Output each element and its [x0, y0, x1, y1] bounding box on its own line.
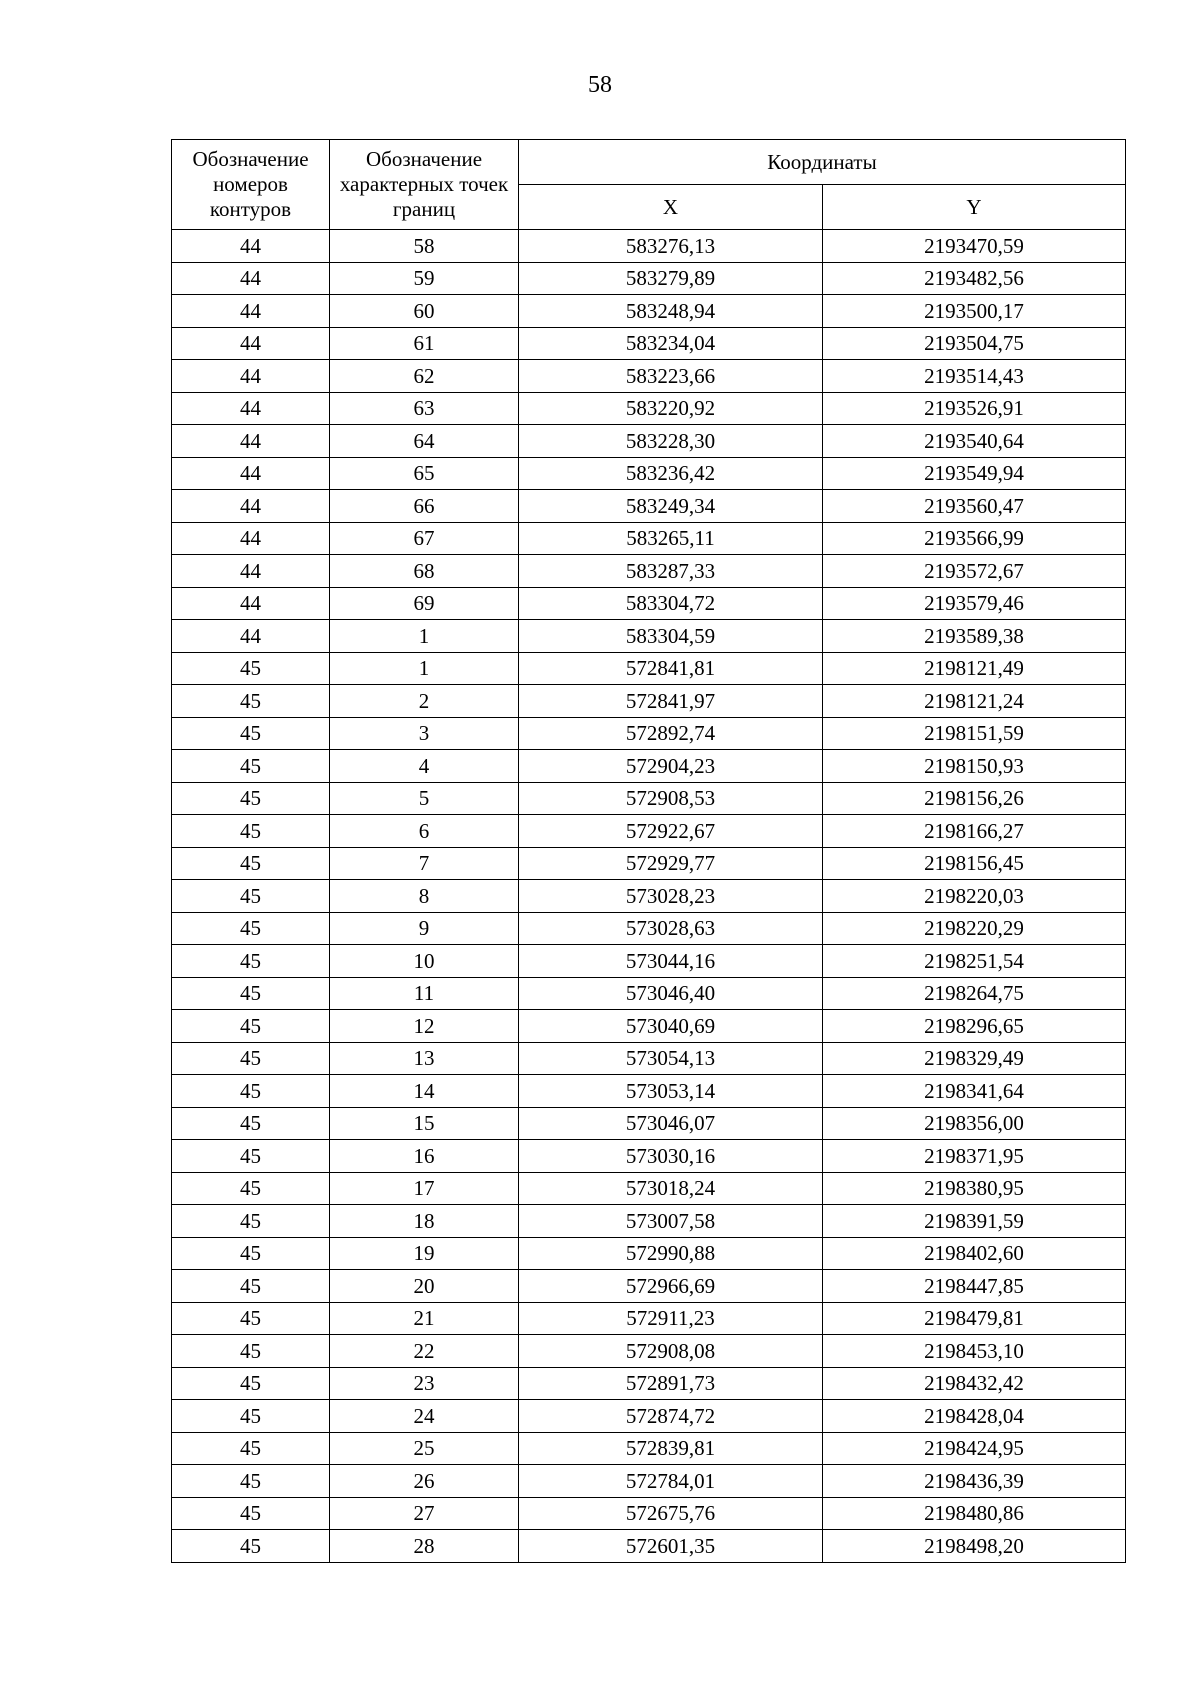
table-row: [172, 652, 1126, 685]
table-row: [172, 847, 1126, 880]
cell-contour: 45: [172, 880, 330, 913]
cell-point: 5: [330, 782, 519, 815]
table-row: [172, 782, 1126, 815]
cell-point: 6: [330, 815, 519, 848]
page-number: 58: [588, 72, 612, 98]
cell-y: 2193540,64: [823, 425, 1126, 458]
table-header: [172, 140, 1126, 230]
cell-x: 573046,07: [519, 1107, 823, 1140]
cell-contour: 45: [172, 1497, 330, 1530]
cell-point: 4: [330, 750, 519, 783]
cell-point: 63: [330, 392, 519, 425]
table-row: [172, 1367, 1126, 1400]
cell-x: 583276,13: [519, 230, 823, 263]
cell-point: 11: [330, 977, 519, 1010]
cell-point: 61: [330, 327, 519, 360]
cell-x: 583234,04: [519, 327, 823, 360]
table-row: [172, 717, 1126, 750]
cell-contour: 45: [172, 1465, 330, 1498]
cell-contour: 44: [172, 522, 330, 555]
table-row: [172, 1465, 1126, 1498]
cell-y: 2198480,86: [823, 1497, 1126, 1530]
cell-point: 13: [330, 1042, 519, 1075]
cell-y: 2198251,54: [823, 945, 1126, 978]
table-row: [172, 1335, 1126, 1368]
cell-x: 572966,69: [519, 1270, 823, 1303]
cell-contour: 45: [172, 977, 330, 1010]
cell-y: 2198356,00: [823, 1107, 1126, 1140]
cell-x: 572601,35: [519, 1530, 823, 1563]
table-row: [172, 1497, 1126, 1530]
cell-contour: 45: [172, 1367, 330, 1400]
table-row: [172, 490, 1126, 523]
cell-contour: 45: [172, 1432, 330, 1465]
table-row: [172, 360, 1126, 393]
header-contour: Обозначение номеров контуров: [172, 140, 330, 230]
cell-x: 572841,97: [519, 685, 823, 718]
cell-y: 2198424,95: [823, 1432, 1126, 1465]
cell-x: 573028,23: [519, 880, 823, 913]
cell-y: 2193526,91: [823, 392, 1126, 425]
header-point: Обозначение характерных точек границ: [330, 140, 519, 230]
cell-x: 573044,16: [519, 945, 823, 978]
cell-y: 2198341,64: [823, 1075, 1126, 1108]
cell-contour: 44: [172, 425, 330, 458]
cell-contour: 45: [172, 1172, 330, 1205]
cell-contour: 44: [172, 620, 330, 653]
cell-contour: 45: [172, 1042, 330, 1075]
table-row: [172, 1302, 1126, 1335]
cell-y: 2198151,59: [823, 717, 1126, 750]
cell-y: 2193579,46: [823, 587, 1126, 620]
cell-x: 572675,76: [519, 1497, 823, 1530]
cell-point: 27: [330, 1497, 519, 1530]
cell-contour: 45: [172, 782, 330, 815]
cell-point: 23: [330, 1367, 519, 1400]
cell-x: 572904,23: [519, 750, 823, 783]
cell-point: 1: [330, 620, 519, 653]
header-x: X: [519, 185, 823, 230]
cell-point: 7: [330, 847, 519, 880]
table-row: [172, 685, 1126, 718]
cell-x: 572908,53: [519, 782, 823, 815]
cell-x: 573028,63: [519, 912, 823, 945]
cell-x: 572841,81: [519, 652, 823, 685]
table-body: [172, 230, 1126, 1563]
cell-y: 2198329,49: [823, 1042, 1126, 1075]
cell-y: 2193572,67: [823, 555, 1126, 588]
cell-point: 21: [330, 1302, 519, 1335]
cell-x: 572784,01: [519, 1465, 823, 1498]
cell-point: 8: [330, 880, 519, 913]
cell-point: 67: [330, 522, 519, 555]
cell-y: 2193514,43: [823, 360, 1126, 393]
cell-contour: 45: [172, 1107, 330, 1140]
cell-x: 573007,58: [519, 1205, 823, 1238]
table-row: [172, 230, 1126, 263]
table-row: [172, 327, 1126, 360]
cell-y: 2193549,94: [823, 457, 1126, 490]
cell-x: 583304,59: [519, 620, 823, 653]
cell-x: 573040,69: [519, 1010, 823, 1043]
cell-y: 2198166,27: [823, 815, 1126, 848]
cell-point: 2: [330, 685, 519, 718]
cell-point: 17: [330, 1172, 519, 1205]
cell-x: 583228,30: [519, 425, 823, 458]
cell-y: 2193470,59: [823, 230, 1126, 263]
cell-x: 573030,16: [519, 1140, 823, 1173]
cell-x: 583223,66: [519, 360, 823, 393]
header-coordinates: Координаты: [519, 140, 1126, 185]
cell-point: 15: [330, 1107, 519, 1140]
cell-contour: 45: [172, 652, 330, 685]
cell-point: 3: [330, 717, 519, 750]
cell-y: 2198264,75: [823, 977, 1126, 1010]
cell-y: 2198121,24: [823, 685, 1126, 718]
cell-contour: 45: [172, 815, 330, 848]
table-row: [172, 1042, 1126, 1075]
cell-x: 573018,24: [519, 1172, 823, 1205]
table-row: [172, 880, 1126, 913]
cell-point: 12: [330, 1010, 519, 1043]
cell-y: 2198220,03: [823, 880, 1126, 913]
cell-contour: 45: [172, 912, 330, 945]
table-row: [172, 1205, 1126, 1238]
table-row: [172, 945, 1126, 978]
table-row: [172, 977, 1126, 1010]
table-row: [172, 1010, 1126, 1043]
cell-y: 2198432,42: [823, 1367, 1126, 1400]
cell-point: 65: [330, 457, 519, 490]
cell-point: 25: [330, 1432, 519, 1465]
cell-y: 2198150,93: [823, 750, 1126, 783]
table-row: [172, 555, 1126, 588]
table-row: [172, 1075, 1126, 1108]
cell-y: 2198436,39: [823, 1465, 1126, 1498]
table-row: [172, 815, 1126, 848]
cell-point: 24: [330, 1400, 519, 1433]
cell-point: 28: [330, 1530, 519, 1563]
cell-contour: 45: [172, 717, 330, 750]
cell-contour: 44: [172, 262, 330, 295]
cell-y: 2198220,29: [823, 912, 1126, 945]
cell-x: 583265,11: [519, 522, 823, 555]
cell-point: 1: [330, 652, 519, 685]
cell-x: 583249,34: [519, 490, 823, 523]
cell-contour: 44: [172, 392, 330, 425]
coordinates-table: [171, 139, 1126, 1563]
cell-x: 572990,88: [519, 1237, 823, 1270]
cell-y: 2198156,26: [823, 782, 1126, 815]
table-row: [172, 522, 1126, 555]
cell-y: 2193566,99: [823, 522, 1126, 555]
cell-point: 26: [330, 1465, 519, 1498]
cell-y: 2198371,95: [823, 1140, 1126, 1173]
cell-x: 583304,72: [519, 587, 823, 620]
table-row: [172, 1140, 1126, 1173]
cell-x: 572911,23: [519, 1302, 823, 1335]
table-row: [172, 1400, 1126, 1433]
table-row: [172, 425, 1126, 458]
cell-y: 2193500,17: [823, 295, 1126, 328]
cell-point: 20: [330, 1270, 519, 1303]
cell-x: 573053,14: [519, 1075, 823, 1108]
cell-point: 69: [330, 587, 519, 620]
cell-contour: 45: [172, 1205, 330, 1238]
table-row: [172, 457, 1126, 490]
table-row: [172, 1172, 1126, 1205]
cell-x: 572891,73: [519, 1367, 823, 1400]
cell-y: 2198428,04: [823, 1400, 1126, 1433]
cell-contour: 44: [172, 230, 330, 263]
cell-x: 583287,33: [519, 555, 823, 588]
cell-x: 572892,74: [519, 717, 823, 750]
cell-x: 572839,81: [519, 1432, 823, 1465]
cell-contour: 44: [172, 457, 330, 490]
cell-y: 2198402,60: [823, 1237, 1126, 1270]
cell-x: 573054,13: [519, 1042, 823, 1075]
cell-point: 19: [330, 1237, 519, 1270]
cell-point: 9: [330, 912, 519, 945]
cell-contour: 45: [172, 1400, 330, 1433]
cell-x: 583248,94: [519, 295, 823, 328]
cell-point: 64: [330, 425, 519, 458]
cell-contour: 45: [172, 1530, 330, 1563]
cell-contour: 45: [172, 750, 330, 783]
cell-contour: 44: [172, 555, 330, 588]
table-row: [172, 295, 1126, 328]
cell-point: 58: [330, 230, 519, 263]
table-row: [172, 587, 1126, 620]
cell-x: 583236,42: [519, 457, 823, 490]
table-row: [172, 620, 1126, 653]
cell-contour: 44: [172, 587, 330, 620]
cell-point: 14: [330, 1075, 519, 1108]
cell-x: 572929,77: [519, 847, 823, 880]
table-row: [172, 1237, 1126, 1270]
cell-y: 2198296,65: [823, 1010, 1126, 1043]
cell-contour: 45: [172, 1237, 330, 1270]
cell-contour: 44: [172, 295, 330, 328]
cell-y: 2198453,10: [823, 1335, 1126, 1368]
cell-point: 16: [330, 1140, 519, 1173]
table-row: [172, 1270, 1126, 1303]
cell-contour: 45: [172, 1140, 330, 1173]
cell-point: 66: [330, 490, 519, 523]
cell-contour: 45: [172, 1010, 330, 1043]
table-row: [172, 750, 1126, 783]
cell-x: 583220,92: [519, 392, 823, 425]
cell-point: 10: [330, 945, 519, 978]
cell-y: 2198391,59: [823, 1205, 1126, 1238]
cell-contour: 45: [172, 1270, 330, 1303]
cell-contour: 45: [172, 847, 330, 880]
cell-point: 60: [330, 295, 519, 328]
cell-y: 2193589,38: [823, 620, 1126, 653]
header-y: Y: [823, 185, 1126, 230]
cell-contour: 45: [172, 945, 330, 978]
cell-y: 2193560,47: [823, 490, 1126, 523]
cell-y: 2198121,49: [823, 652, 1126, 685]
cell-point: 22: [330, 1335, 519, 1368]
table-row: [172, 1530, 1126, 1563]
cell-point: 62: [330, 360, 519, 393]
cell-y: 2198447,85: [823, 1270, 1126, 1303]
table-row: [172, 1107, 1126, 1140]
cell-y: 2198380,95: [823, 1172, 1126, 1205]
cell-y: 2198479,81: [823, 1302, 1126, 1335]
cell-contour: 45: [172, 1075, 330, 1108]
cell-y: 2193482,56: [823, 262, 1126, 295]
table-row: [172, 1432, 1126, 1465]
cell-x: 583279,89: [519, 262, 823, 295]
cell-x: 573046,40: [519, 977, 823, 1010]
cell-y: 2198498,20: [823, 1530, 1126, 1563]
cell-x: 572874,72: [519, 1400, 823, 1433]
cell-contour: 44: [172, 360, 330, 393]
table-row: [172, 262, 1126, 295]
cell-point: 18: [330, 1205, 519, 1238]
cell-contour: 45: [172, 1335, 330, 1368]
cell-x: 572908,08: [519, 1335, 823, 1368]
table-row: [172, 912, 1126, 945]
cell-y: 2198156,45: [823, 847, 1126, 880]
cell-contour: 45: [172, 685, 330, 718]
cell-point: 68: [330, 555, 519, 588]
table-row: [172, 392, 1126, 425]
cell-contour: 44: [172, 327, 330, 360]
cell-y: 2193504,75: [823, 327, 1126, 360]
cell-x: 572922,67: [519, 815, 823, 848]
cell-point: 59: [330, 262, 519, 295]
cell-contour: 44: [172, 490, 330, 523]
cell-contour: 45: [172, 1302, 330, 1335]
